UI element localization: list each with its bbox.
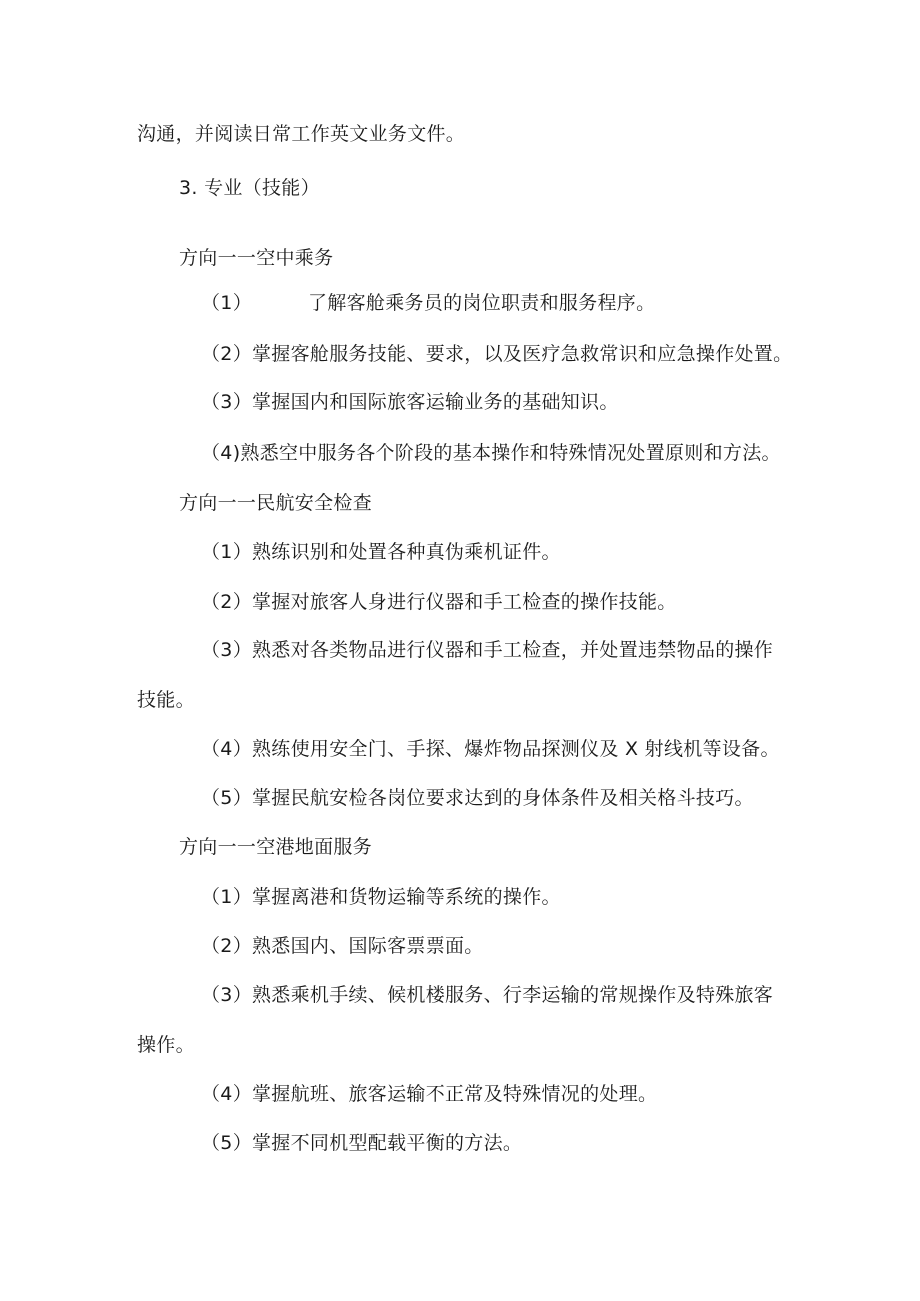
section-heading: 3. 专业（技能）	[179, 177, 320, 199]
list-item-continuation: 技能。	[137, 689, 195, 711]
paragraph-continuation: 沟通，并阅读日常工作英文业务文件。	[137, 123, 466, 145]
list-item-number: （1）	[201, 292, 252, 314]
list-item: （2）熟悉国内、国际客票票面。	[201, 935, 484, 957]
list-item: （2）掌握客舱服务技能、要求，以及医疗急救常识和应急操作处置。	[201, 343, 793, 365]
list-item: （3）掌握国内和国际旅客运输业务的基础知识。	[201, 391, 619, 413]
list-item: （5）掌握不同机型配载平衡的方法。	[201, 1132, 523, 1154]
list-item-text: 了解客舱乘务员的岗位职责和服务程序。	[308, 292, 656, 314]
direction-heading-security: 方向一一民航安全检查	[179, 492, 373, 514]
list-item: （4)熟悉空中服务各个阶段的基本操作和特殊情况处置原则和方法。	[201, 442, 781, 464]
list-item	[201, 290, 655, 316]
list-item: （4）掌握航班、旅客运输不正常及特殊情况的处理。	[201, 1083, 658, 1105]
list-item: （3）熟悉乘机手续、候机楼服务、行李运输的常规操作及特殊旅客	[201, 984, 774, 1006]
list-item: （5）掌握民航安检各岗位要求达到的身体条件及相关格斗技巧。	[201, 787, 754, 809]
direction-heading-cabin: 方向一一空中乘务	[179, 247, 334, 269]
list-item: （1）掌握离港和货物运输等系统的操作。	[201, 886, 561, 908]
list-item: （4）熟练使用安全门、手探、爆炸物品探测仪及 X 射线机等设备。	[201, 738, 780, 760]
direction-heading-ground: 方向一一空港地面服务	[179, 836, 373, 858]
list-item: （3）熟悉对各类物品进行仪器和手工检查，并处置违禁物品的操作	[201, 639, 774, 661]
list-item-continuation: 操作。	[137, 1034, 195, 1056]
list-item: （1）熟练识别和处置各种真伪乘机证件。	[201, 541, 561, 563]
list-item: （2）掌握对旅客人身进行仪器和手工检查的操作技能。	[201, 591, 677, 613]
